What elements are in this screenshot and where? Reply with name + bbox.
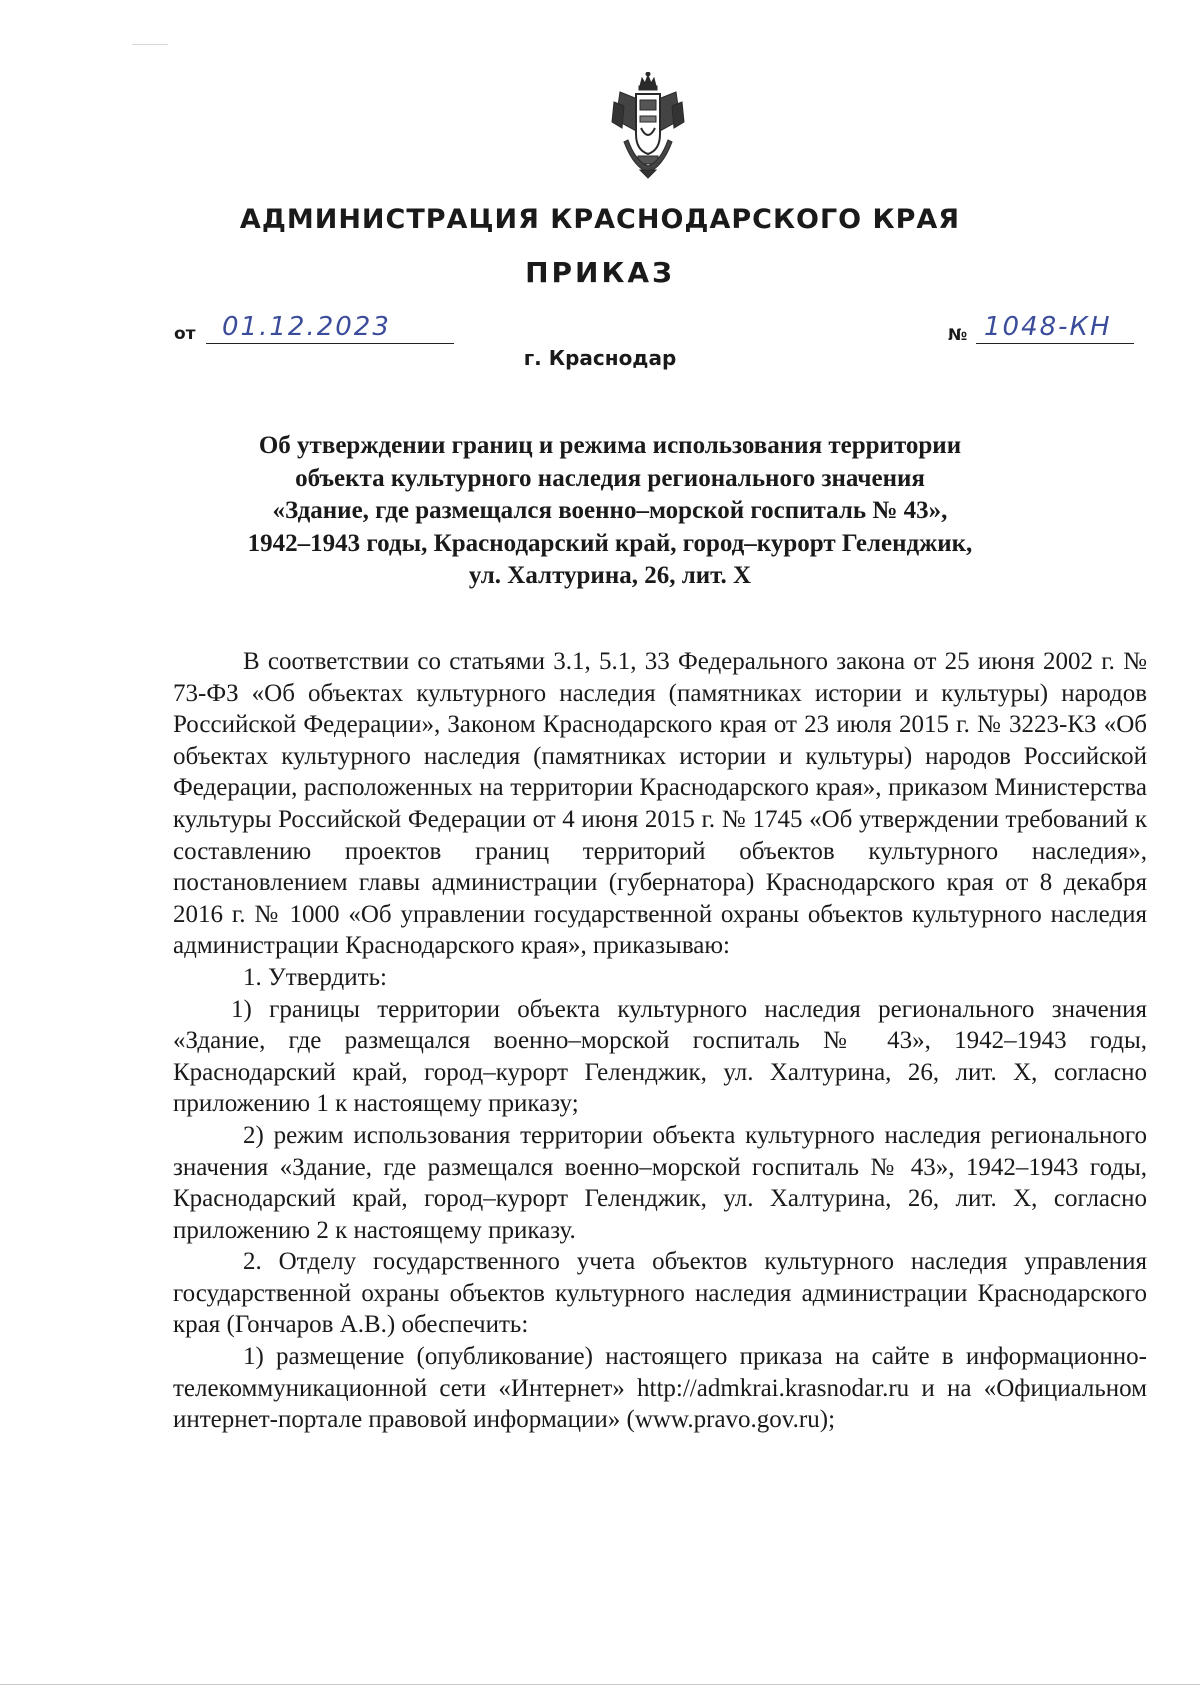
clause-2: 2. Отделу государственного учета объектов культурного наследия управления государственной охраны объектов культурного наследия администрации Краснодарского края (Гончаров А.В.) обеспечить:	[173, 1248, 1147, 1339]
coat-of-arms-icon	[610, 72, 686, 180]
clause-1-item-1: 1) границы территории объекта культурного наследия регионального значения «Здание, где размещался военно–морской госпиталь № 43», 1942–1943 годы, Краснодарский край, город–курорт Геленджик, ул. Халтурина, 26, лит. Х, согласно приложению 1 к настоящему приказу;	[173, 995, 1147, 1118]
preamble-paragraph: В соответствии со статьями 3.1, 5.1, 33 Федерального закона от 25 июня 2002 г. № 73-ФЗ «Об объектах культурного наследия (памятниках истории и культуры) народов Российской Федерации», Законом Краснодарского края от 23 июля 2015 г. № 3223-КЗ «Об объектах культурного наследия (памятниках истории и культуры) народов Российской Федерации, расположенных на территории Краснодарского края», приказом Министерства культуры Российской Федерации от 4 июня 2015 г. № 1745 «Об утверждении требований к составлению проектов границ территорий объектов культурного наследия», постановлением главы администрации (губернатора) Краснодарского края от 8 декабря 2016 г. № 1000 «Об управлении государственной охраны объектов культурного наследия администрации Краснодарского края», приказываю:	[173, 648, 1147, 960]
city-name: г. Краснодар	[523, 346, 677, 370]
title-line: 1942–1943 годы, Краснодарский край, город–курорт Геленджик,	[247, 529, 973, 557]
title-line: ул. Халтурина, 26, лит. Х	[468, 562, 752, 589]
scan-bottom-edge	[0, 1684, 1200, 1685]
handwritten-number: 1048-КН	[984, 312, 1112, 342]
title-line: Об утверждении границ и режима использования территории	[258, 432, 962, 459]
scan-edge-mark	[132, 44, 168, 45]
number-field	[948, 314, 1134, 348]
title-line: «Здание, где размещался военно–морской госпиталь № 43»,	[272, 497, 948, 524]
clause-1: 1. Утвердить:	[243, 963, 387, 991]
number-prefix: №	[948, 325, 968, 344]
clause-2-item-1: 1) размещение (опубликование) настоящего приказа на сайте в информационно-телекоммуникационной сети «Интернет» http://admkrai.krasnodar.ru и на «Официальном интернет-портале правовой информации» (www.pravo.gov.ru);	[173, 1343, 1147, 1434]
date-field	[174, 314, 454, 348]
date-underline	[206, 343, 454, 344]
document-title	[170, 430, 1050, 593]
date-prefix: от	[174, 324, 196, 344]
handwritten-date: 01.12.2023	[222, 312, 391, 342]
clause-1-item-2: 2) режим использования территории объекта культурного наследия регионального значения «Здание, где размещался военно–морской госпиталь № 43», 1942–1943 годы, Краснодарский край, город–курорт Геленджик, ул. Халтурина, 26, лит. Х, согласно приложению 2 к настоящему приказу.	[173, 1121, 1147, 1244]
document-type: ПРИКАЗ	[525, 256, 675, 289]
agency-name: АДМИНИСТРАЦИЯ КРАСНОДАРСКОГО КРАЯ	[239, 204, 961, 235]
title-line: объекта культурного наследия регионального значения	[295, 464, 925, 492]
document-body	[173, 646, 1147, 1436]
number-underline	[976, 343, 1134, 344]
